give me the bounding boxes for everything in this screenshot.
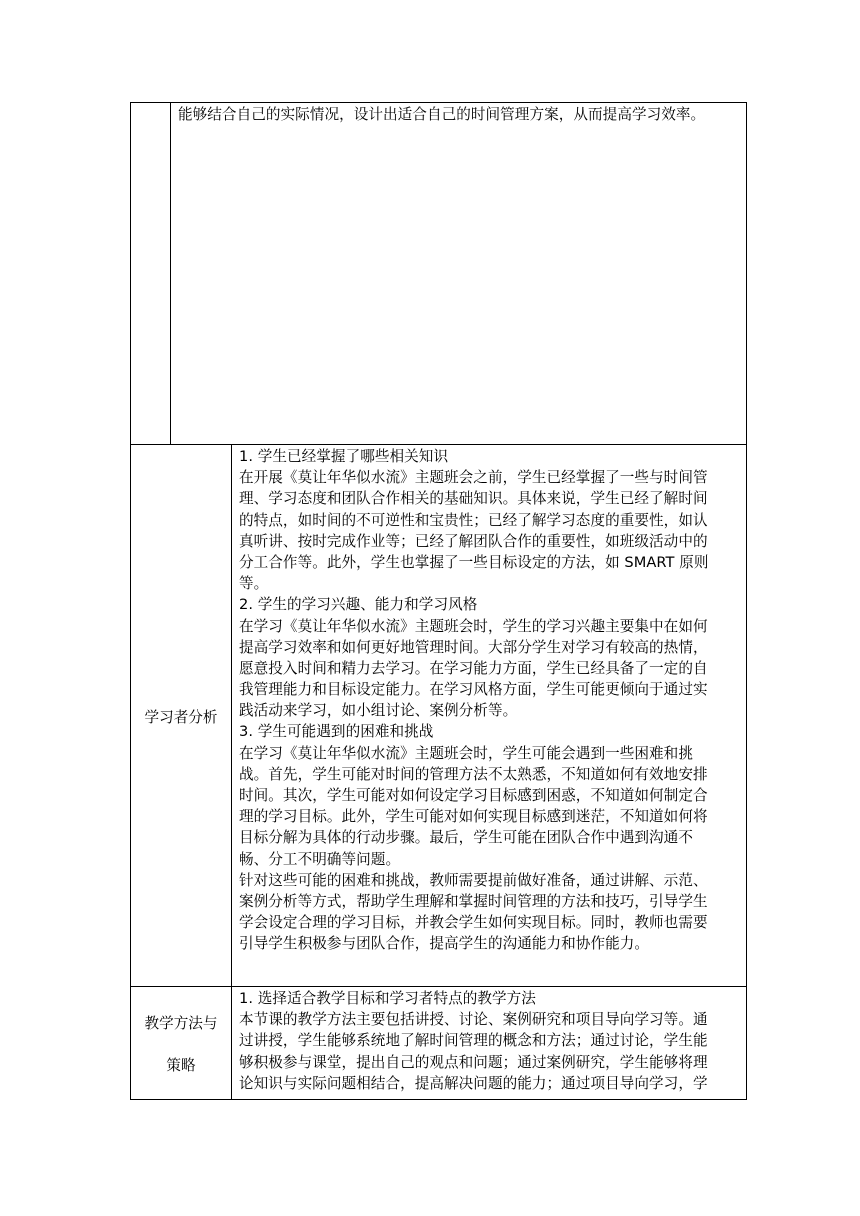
text-line: 引导学生积极参与团队合作，提高学生的沟通能力和协作能力。 (239, 935, 650, 953)
text-line: 本节课的教学方法主要包括讲授、讨论、案例研究和项目导向学习等。通 (239, 1011, 708, 1029)
text-line: 1. 学生已经掌握了哪些相关知识 (239, 448, 449, 465)
text-line: 真听讲、按时完成作业等；已经了解团队合作的重要性，如班级活动中的 (239, 532, 708, 550)
text-line: 畅、分工不明确等问题。 (239, 850, 401, 868)
text-line: 分工合作等。此外，学生也掌握了一些目标设定的方法，如 SMART 原则 (239, 553, 709, 571)
text-line: 理的学习目标。此外，学生可能对如何实现目标感到迷茫，不知道如何将 (239, 808, 708, 826)
text-line: 案例分析等方式，帮助学生理解和掌握时间管理的方法和技巧，引导学生 (239, 892, 708, 910)
text-line: 在开展《莫让年华似水流》主题班会之前，学生已经掌握了一些与时间管 (239, 469, 708, 487)
text-line: 过讲授，学生能够系统地了解时间管理的概念和方法；通过讨论，学生能 (239, 1032, 708, 1050)
label-column-divider (231, 444, 232, 1100)
learner-analysis-content (239, 446, 709, 955)
row-divider-2 (130, 986, 747, 987)
text-line: 践活动来学习，如小组讨论、案例分析等。 (239, 702, 518, 720)
table-right-border (746, 102, 747, 1100)
text-line: 针对这些可能的困难和挑战，教师需要提前做好准备，通过讲解、示范、 (239, 871, 708, 889)
label-line: 策略 (166, 1057, 196, 1074)
top-row-inner-divider (170, 102, 171, 445)
text-line: 我管理能力和目标设定能力。在学习风格方面，学生可能更倾向于通过实 (239, 681, 708, 699)
text-line: 1. 选择适合教学目标和学习者特点的教学方法 (239, 990, 536, 1007)
text-line: 论知识与实际问题相结合，提高解决问题的能力；通过项目导向学习，学 (239, 1074, 708, 1092)
text-line: 提高学习效率和如何更好地管理时间。大部分学生对学习有较高的热情， (239, 638, 708, 656)
text-line: 2. 学生的学习兴趣、能力和学习风格 (239, 596, 478, 614)
text-line: 的特点，如时间的不可逆性和宝贵性；已经了解学习态度的重要性，如认 (239, 511, 708, 529)
text-line: 战。首先，学生可能对时间的管理方法不太熟悉，不知道如何有效地安排 (239, 765, 708, 783)
learner-analysis-label: 学习者分析 (144, 709, 218, 726)
text-line: 学会设定合理的学习目标，并教会学生如何实现目标。同时，教师也需要 (239, 914, 708, 932)
table-bottom-border (130, 1099, 747, 1100)
text-line: 够积极参与课堂，提出自己的观点和问题；通过案例研究，学生能够将理 (239, 1053, 708, 1071)
teaching-methods-label (131, 1013, 231, 1076)
label-line: 教学方法与 (144, 1015, 218, 1032)
text-line: 在学习《莫让年华似水流》主题班会时，学生的学习兴趣主要集中在如何 (239, 617, 708, 635)
table-left-border (130, 102, 131, 1100)
text-line: 在学习《莫让年华似水流》主题班会时，学生可能会遇到一些困难和挑 (239, 744, 693, 762)
text-line: 理、学习态度和团队合作相关的基础知识。具体来说，学生已经了解时间 (239, 490, 708, 508)
text-line: 3. 学生可能遇到的困难和挑战 (239, 723, 434, 741)
table-top-border (130, 102, 747, 103)
text-line: 愿意投入时间和精力去学习。在学习能力方面，学生已经具备了一定的自 (239, 659, 708, 677)
teaching-methods-content (239, 988, 708, 1094)
text-line: 等。 (239, 575, 269, 593)
objective-text: 能够结合自己的实际情况，设计出适合自己的时间管理方案，从而提高学习效率。 (178, 106, 706, 123)
row-divider-1 (130, 444, 747, 445)
text-line: 目标分解为具体的行动步骤。最后，学生可能在团队合作中遇到沟通不 (239, 829, 693, 847)
text-line: 时间。其次，学生可能对如何设定学习目标感到困惑，不知道如何制定合 (239, 787, 708, 804)
